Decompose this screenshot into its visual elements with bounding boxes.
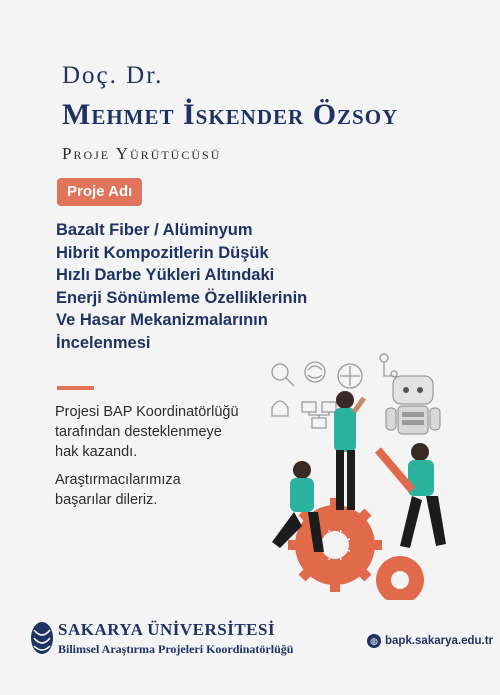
wrench-icon	[378, 450, 412, 490]
website-text[interactable]: bapk.sakarya.edu.tr	[385, 635, 494, 647]
accent-divider	[57, 386, 94, 390]
university-name: SAKARYA ÜNİVERSİTESİ	[58, 620, 276, 639]
project-name-badge: Proje Adı	[57, 178, 142, 206]
brain-icon	[305, 362, 325, 382]
project-title-line: İncelenmesi	[56, 333, 151, 352]
department-name: Bilimsel Araştırma Projeleri Koordinatörlüğü	[58, 642, 294, 656]
lightbulb-icon	[272, 401, 288, 416]
support-text	[55, 402, 265, 462]
person-right	[378, 443, 446, 548]
robot-icon	[386, 376, 440, 434]
website-link[interactable]	[367, 634, 493, 648]
magnifier-icon	[272, 364, 288, 380]
globe-icon: ◍	[367, 634, 381, 648]
support-line: hak kazandı.	[55, 444, 138, 460]
support-line: tarafından desteklenmeye	[55, 424, 222, 440]
project-title-line: Ve Hasar Mekanizmalarının	[56, 311, 268, 329]
project-title-line: Hibrit Kompozitlerin Düşük	[56, 243, 269, 262]
wish-line: Araştırmacılarımıza	[55, 472, 181, 488]
project-title	[56, 219, 316, 354]
project-title-line: Enerji Sönümleme Özelliklerinin	[56, 288, 308, 307]
researcher-name: Mehmet İskender Özsoy	[62, 98, 399, 131]
teamwork-gears-illustration	[250, 350, 490, 600]
congratulation-text	[55, 470, 265, 510]
academic-title: Doç. Dr.	[62, 62, 164, 89]
researcher-role: Proje Yürütücüsü	[62, 144, 222, 163]
person-middle	[334, 391, 364, 510]
wish-line: başarılar dileriz.	[55, 492, 158, 508]
university-logo-icon	[30, 620, 54, 656]
support-line: Projesi BAP Koordinatörlüğü	[55, 404, 239, 420]
project-title-line: Bazalt Fiber / Alüminyum	[56, 221, 253, 239]
project-title-line: Hızlı Darbe Yükleri Altındaki	[56, 266, 275, 284]
